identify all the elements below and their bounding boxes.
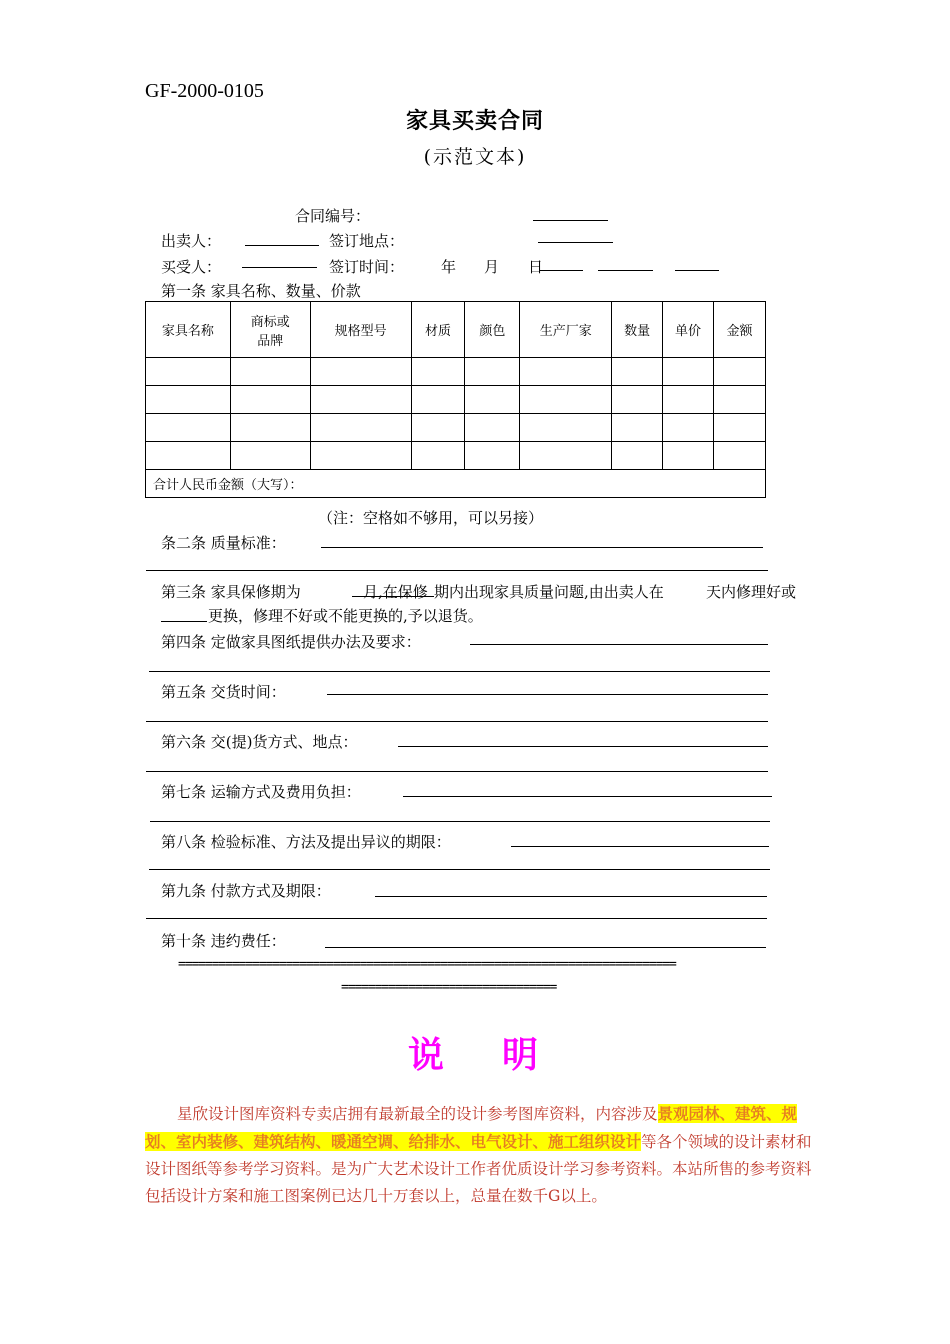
table-cell[interactable] bbox=[520, 386, 612, 414]
table-cell[interactable] bbox=[310, 414, 411, 442]
article-9-label: 第九条 付款方式及期限： bbox=[161, 882, 331, 900]
header-brand-line1: 商标或 bbox=[250, 314, 290, 330]
date-line-2 bbox=[598, 270, 653, 271]
contract-no-line bbox=[533, 220, 608, 221]
table-cell[interactable] bbox=[465, 442, 520, 470]
table-cell[interactable] bbox=[230, 358, 310, 386]
table-cell[interactable] bbox=[663, 414, 714, 442]
article-7-label: 第七条 运输方式及费用负担： bbox=[161, 783, 361, 801]
page-title: 家具买卖合同 bbox=[405, 109, 544, 134]
contract-no-label: 合同编号： bbox=[295, 207, 371, 225]
seller-label: 出卖人： bbox=[161, 232, 222, 250]
article-9-line-2[interactable] bbox=[146, 918, 767, 919]
table-cell[interactable] bbox=[465, 414, 520, 442]
article-3-month: 月,在保修 bbox=[363, 583, 428, 601]
total-amount-label[interactable]: 合计人民币金额（大写）： bbox=[146, 470, 766, 498]
table-cell[interactable] bbox=[146, 442, 231, 470]
article-7-line-2[interactable] bbox=[150, 821, 770, 822]
explanation-text-before: 星欣设计图库资料专卖店拥有最新最全的设计参考图库资料，内容涉及 bbox=[177, 1105, 658, 1123]
table-cell[interactable] bbox=[520, 358, 612, 386]
header-cell: 颜色 bbox=[465, 302, 520, 358]
page-subtitle: (示范文本) bbox=[423, 146, 527, 168]
article-3-part2: 期内出现家具质量问题,由出卖人在 bbox=[434, 583, 664, 601]
goods-table bbox=[145, 301, 766, 498]
article-3-line-2-blank[interactable] bbox=[161, 621, 207, 622]
table-cell[interactable] bbox=[146, 358, 231, 386]
table-cell[interactable] bbox=[520, 414, 612, 442]
article-6-line-2[interactable] bbox=[146, 771, 768, 772]
article-4-label: 第四条 定做家具图纸提供办法及要求： bbox=[161, 633, 421, 651]
table-cell[interactable] bbox=[520, 442, 612, 470]
sign-place-line bbox=[538, 242, 613, 243]
article-3-line2: 更换，修理不好或不能更换的,予以退货。 bbox=[208, 607, 483, 625]
seller-line bbox=[245, 245, 319, 246]
table-cell[interactable] bbox=[663, 386, 714, 414]
table-cell[interactable] bbox=[411, 442, 465, 470]
table-cell[interactable] bbox=[612, 414, 663, 442]
article-8-line[interactable] bbox=[511, 846, 769, 847]
table-cell[interactable] bbox=[465, 386, 520, 414]
table-note: （注：空格如不够用，可以另接） bbox=[318, 509, 544, 527]
table-cell[interactable] bbox=[663, 358, 714, 386]
explanation-title bbox=[0, 1027, 950, 1078]
article-1-label: 第一条 家具名称、数量、价款 bbox=[161, 282, 361, 300]
table-cell[interactable] bbox=[310, 358, 411, 386]
table-cell[interactable] bbox=[310, 442, 411, 470]
header-cell: 生产厂家 bbox=[520, 302, 612, 358]
article-10-line[interactable] bbox=[325, 947, 766, 948]
article-4-line-2[interactable] bbox=[149, 671, 770, 672]
explanation-highlight: 景观园林、建筑、规划、室内装修、建筑结构、暖通空调、给排水、电气设计、施工组织设计 bbox=[145, 1104, 798, 1151]
article-9-line[interactable] bbox=[375, 896, 767, 897]
table-cell[interactable] bbox=[230, 414, 310, 442]
table-cell[interactable] bbox=[714, 414, 766, 442]
explanation-paragraph bbox=[145, 1100, 825, 1210]
table-cell[interactable] bbox=[230, 442, 310, 470]
explanation-title-right: 明 bbox=[502, 1035, 543, 1076]
year-label: 年 bbox=[441, 258, 457, 276]
table-cell[interactable] bbox=[230, 386, 310, 414]
table-cell[interactable] bbox=[411, 414, 465, 442]
table-cell[interactable] bbox=[146, 386, 231, 414]
day-label: 日 bbox=[528, 258, 544, 276]
date-line-1 bbox=[540, 270, 583, 271]
date-line-3 bbox=[675, 270, 719, 271]
explanation-text-after: 等各个领域的设计素材和设计图纸等参考学习资料。是为广大艺术设计工作者优质设计学习参考资料。本站所售的参考资料包括设计方案和施工图案例已达几十万套以上，总量在数千G以上。 bbox=[145, 1133, 812, 1205]
table-cell[interactable] bbox=[612, 442, 663, 470]
table-cell[interactable] bbox=[411, 386, 465, 414]
article-2-label: 条二条 质量标准： bbox=[161, 534, 286, 552]
month-label: 月 bbox=[484, 258, 500, 276]
article-3-part3: 天内修理好或 bbox=[706, 583, 797, 601]
article-10-label: 第十条 违约费任： bbox=[161, 932, 286, 950]
article-5-line[interactable] bbox=[327, 694, 768, 695]
table-cell[interactable] bbox=[411, 358, 465, 386]
table-cell[interactable] bbox=[612, 358, 663, 386]
table-total-row bbox=[146, 470, 766, 498]
article-8-label: 第八条 检验标准、方法及提出异议的期限： bbox=[161, 833, 451, 851]
header-cell: 规格型号 bbox=[310, 302, 411, 358]
separator-line-2: ================================ bbox=[341, 980, 557, 995]
form-code: GF-2000-0105 bbox=[145, 80, 264, 102]
article-6-line[interactable] bbox=[398, 746, 768, 747]
article-2-line-2[interactable] bbox=[146, 570, 768, 571]
sign-time-label: 签订时间： bbox=[329, 258, 405, 276]
table-row bbox=[146, 386, 766, 414]
header-cell-brand bbox=[230, 302, 310, 358]
table-row bbox=[146, 358, 766, 386]
table-cell[interactable] bbox=[714, 386, 766, 414]
separator-line-1: ========================================================================== bbox=[178, 957, 676, 972]
table-cell[interactable] bbox=[146, 414, 231, 442]
article-3-part1: 第三条 家具保修期为 bbox=[161, 583, 301, 601]
buyer-label: 买受人： bbox=[161, 258, 222, 276]
table-cell[interactable] bbox=[714, 442, 766, 470]
header-cell: 单价 bbox=[663, 302, 714, 358]
table-cell[interactable] bbox=[465, 358, 520, 386]
sign-place-label: 签订地点： bbox=[329, 232, 405, 250]
table-row bbox=[146, 442, 766, 470]
buyer-line bbox=[242, 267, 317, 268]
table-cell[interactable] bbox=[714, 358, 766, 386]
article-7-line[interactable] bbox=[403, 796, 772, 797]
header-cell: 金额 bbox=[714, 302, 766, 358]
article-6-label: 第六条 交(提)货方式、地点： bbox=[161, 733, 358, 751]
article-2-line[interactable] bbox=[321, 547, 763, 548]
table-cell[interactable] bbox=[612, 386, 663, 414]
header-cell: 材质 bbox=[411, 302, 465, 358]
header-brand-line2: 品牌 bbox=[257, 333, 284, 349]
article-8-line-2[interactable] bbox=[149, 869, 770, 870]
table-cell[interactable] bbox=[310, 386, 411, 414]
explanation-title-left: 说 bbox=[407, 1035, 448, 1076]
header-cell: 数量 bbox=[612, 302, 663, 358]
table-row bbox=[146, 414, 766, 442]
article-5-label: 第五条 交货时间： bbox=[161, 683, 286, 701]
table-cell[interactable] bbox=[663, 442, 714, 470]
table-header-row bbox=[146, 302, 766, 358]
header-cell: 家具名称 bbox=[146, 302, 231, 358]
article-5-line-2[interactable] bbox=[146, 721, 768, 722]
article-4-line[interactable] bbox=[470, 644, 768, 645]
